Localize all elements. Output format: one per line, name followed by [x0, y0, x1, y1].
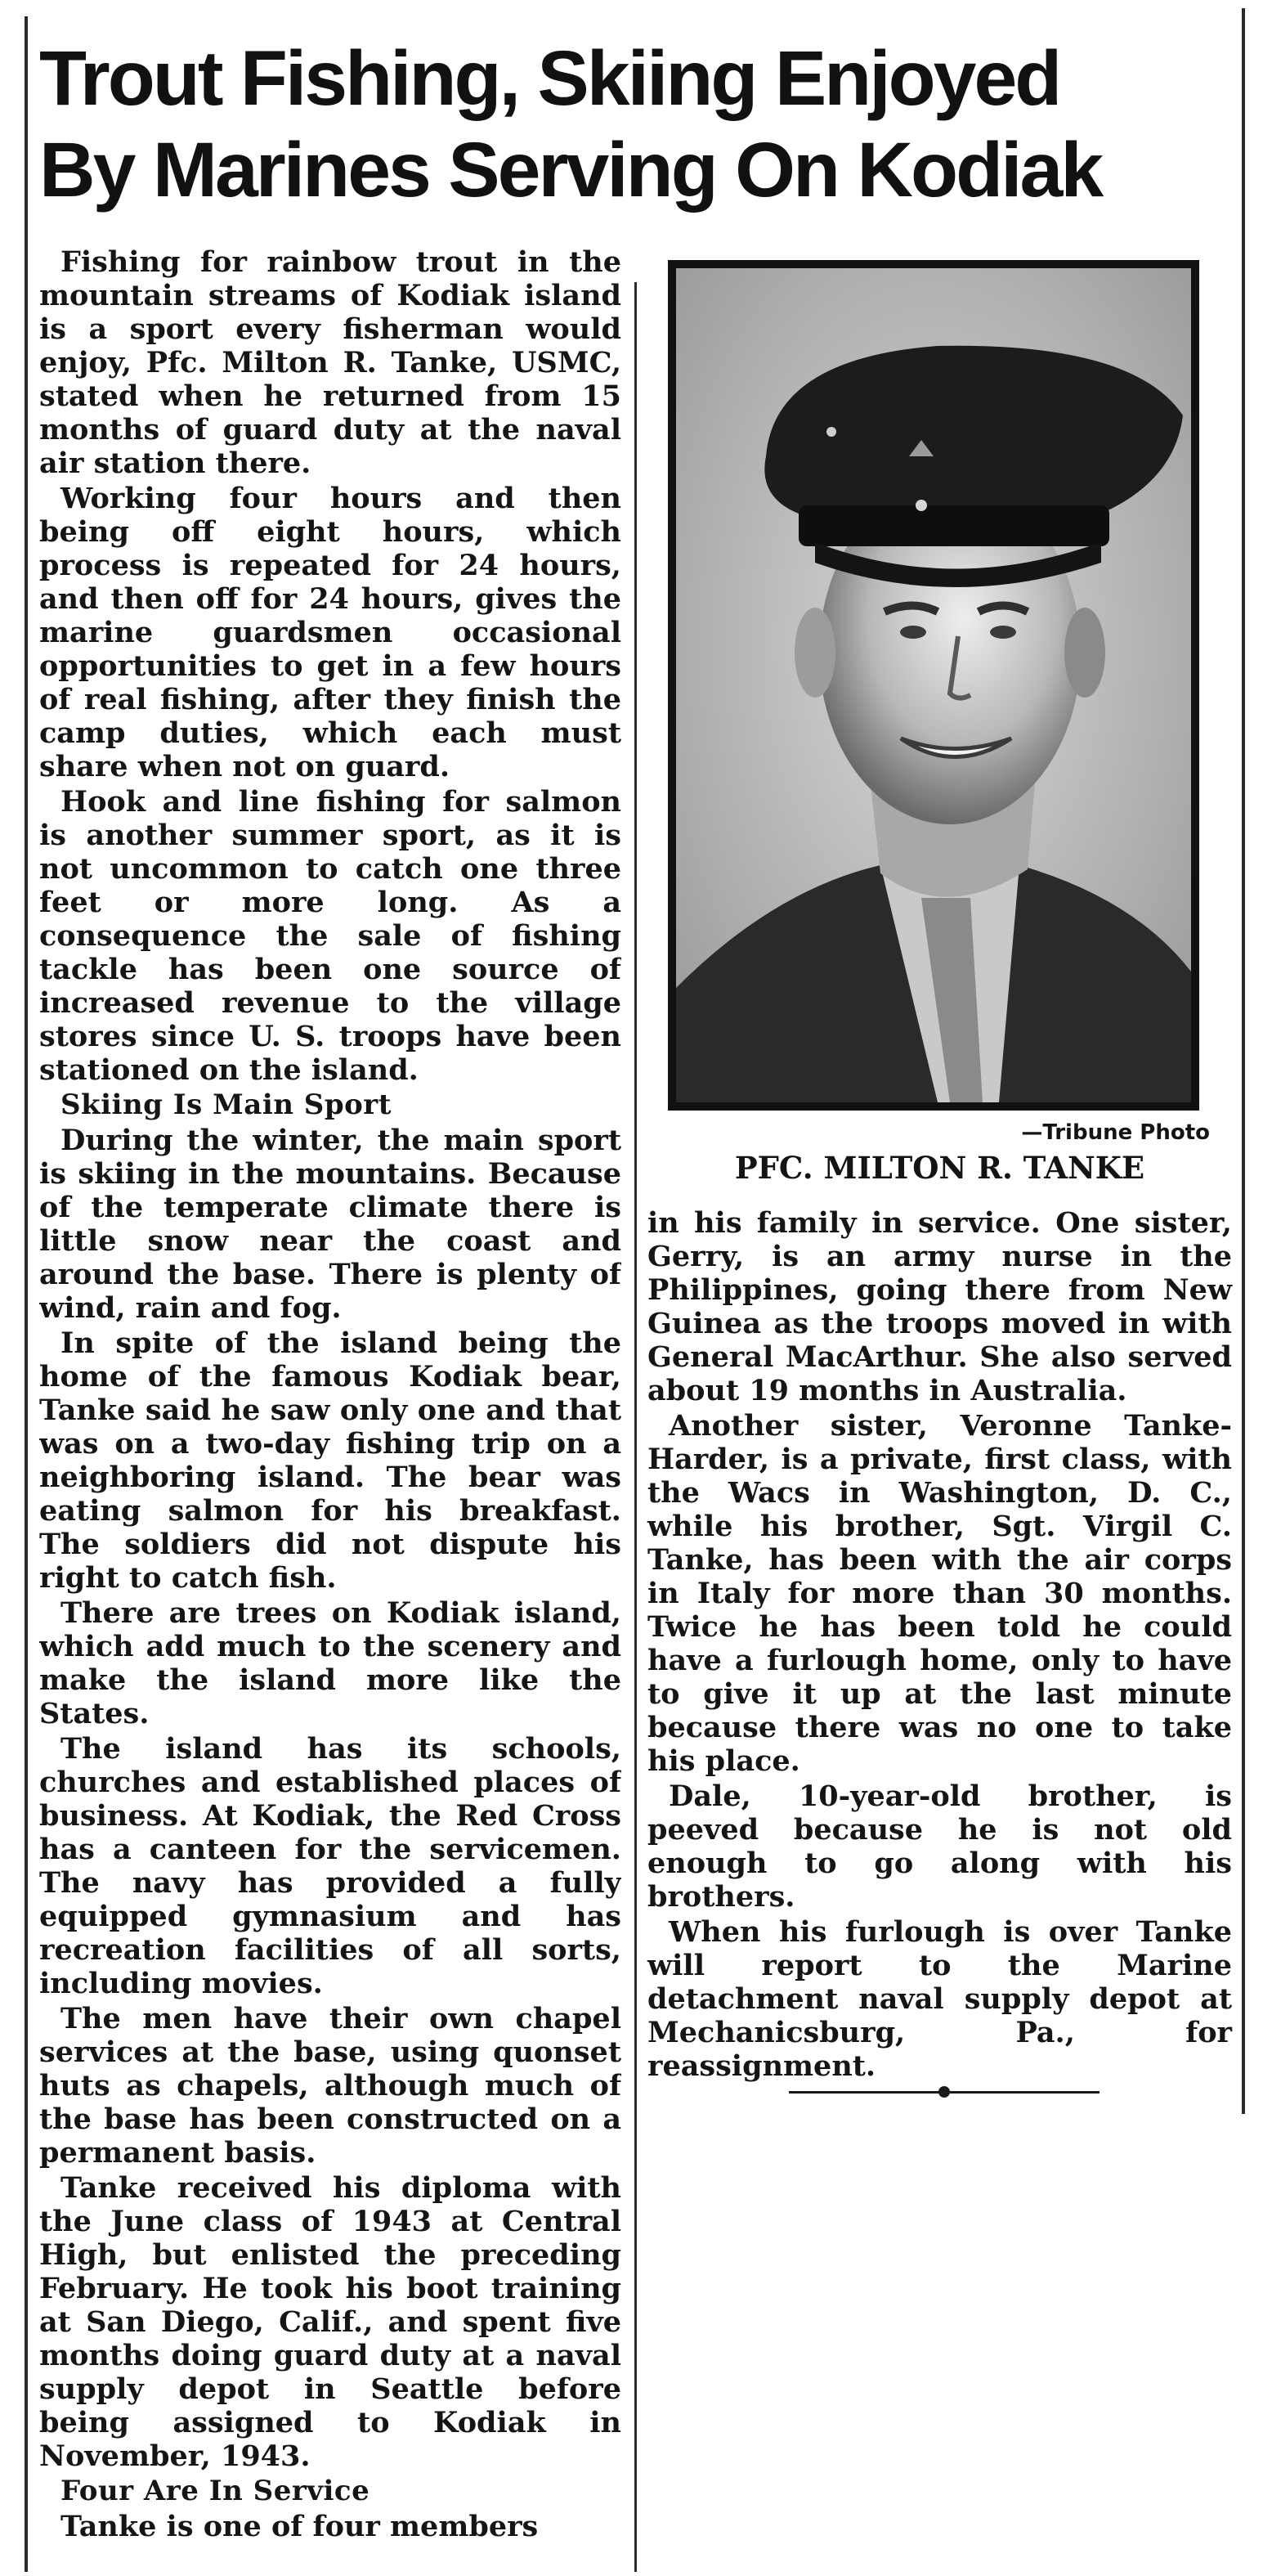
portrait-photo-icon	[676, 268, 1191, 1102]
paragraph: Tanke is one of four members	[60, 2510, 539, 2543]
subhead-four-in-service: Four Are In Service	[60, 2475, 370, 2507]
paragraph: Dale, 10-year-old brother, is peeved because he is not old enough to go along with his brothers.	[647, 1779, 1232, 1914]
paragraph: Tanke received his diploma with the June class of 1943 at Central High, but enlisted the preceding February. He took his boot training at San Diego, Calif., and spent five months doing guard duty at a naval supply depot in Seattle before being assigned to Kodiak in November, 1943.	[39, 2171, 621, 2473]
column-divider	[634, 282, 637, 2572]
left-border-rule	[25, 16, 28, 2572]
paragraph: During the winter, the main sport is skiing in the mountains. Because of the temperate climate there is little snow near the coast and around the base. There is plenty of wind, rain and fog.	[39, 1124, 621, 1325]
article-right-column	[647, 1206, 1232, 2085]
headline-line-2: By Marines Serving On Kodiak	[39, 127, 1102, 213]
paragraph: The island has its schools, churches and established places of business. At Kodiak, the Red Cross has a canteen for the servicemen. The navy has provided a fully equipped gymnasium and has recreation facilities of all sorts, including movies.	[39, 1732, 621, 2000]
paragraph: In spite of the island being the home of the famous Kodiak bear, Tanke said he saw only one and that was on a two-day fishing trip on a neighboring island. The bear was eating salmon for his breakfast. The soldiers did not dispute his right to catch fish.	[39, 1326, 621, 1595]
paragraph: Working four hours and then being off eight hours, which process is repeated for 24 hours, and then off for 24 hours, gives the marine guardsmen occasional opportunities to get in a few hours of real fishing, after they finish the camp duties, which each must share when not on guard.	[39, 482, 621, 783]
right-border-rule	[1242, 8, 1245, 2114]
article-left-column	[39, 245, 621, 2568]
paragraph: When his furlough is over Tanke will report to the Marine detachment naval supply depot at Mechanicsburg, Pa., for reassignment.	[647, 1915, 1232, 2083]
paragraph: Fishing for rainbow trout in the mountain streams of Kodiak island is a sport every fisherman would enjoy, Pfc. Milton R. Tanke, USMC, stated when he returned from 15 months of guard duty at the naval air station there.	[39, 245, 621, 480]
portrait-photo	[668, 260, 1199, 1111]
paragraph: There are trees on Kodiak island, which add much to the scenery and make the island more like the States.	[39, 1596, 621, 1730]
paragraph: Hook and line fishing for salmon is another summer sport, as it is not uncommon to catch one three feet or more long. As a consequence the sale of fishing tackle has been one source of increased revenue to the village stores since U. S. troops have been stationed on the island.	[39, 785, 621, 1087]
paragraph: The men have their own chapel services at the base, using quonset huts as chapels, although much of the base has been constructed on a permanent basis.	[39, 2002, 621, 2170]
paragraph: Another sister, Veronne Tanke-Harder, is a private, first class, with the Wacs in Washington, D. C., while his brother, Sgt. Virgil C. Tanke, has been with the air corps in Italy for more than 30 months. Twice he has been told he could have a furlough home, only to have to give it up at the last minute because there was no one to take his place.	[647, 1409, 1232, 1778]
paragraph: in his family in service. One sister, Gerry, is an army nurse in the Philippines, going there from New Guinea as the troops moved in with General MacArthur. She also served about 19 months in Australia.	[647, 1206, 1232, 1407]
headline	[39, 33, 1233, 216]
photo-credit: —Tribune Photo	[1021, 1120, 1210, 1145]
photo-caption: PFC. MILTON R. TANKE	[734, 1150, 1145, 1186]
end-dot-ornament	[938, 2086, 950, 2098]
subhead-skiing: Skiing Is Main Sport	[60, 1088, 392, 1121]
headline-line-1: Trout Fishing, Skiing Enjoyed	[39, 35, 1060, 122]
